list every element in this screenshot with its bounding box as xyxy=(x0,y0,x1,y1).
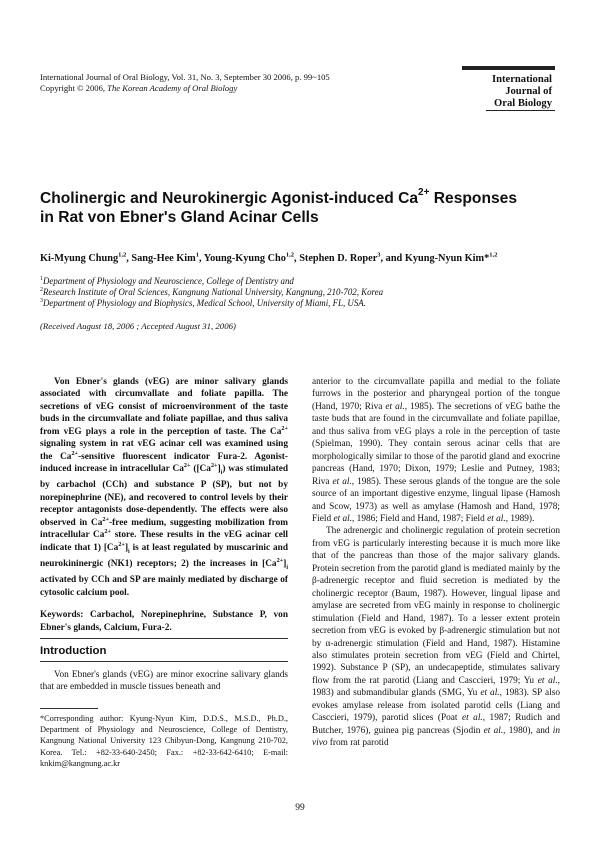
article-title xyxy=(40,186,560,227)
journal-citation-line1: International Journal of Oral Biology, Vol. 31, No. 3, September 30 2006, p. 99~105 xyxy=(40,72,330,82)
brand-line-3: Oral Biology xyxy=(494,98,552,109)
section-rule-bottom xyxy=(40,661,288,662)
author-affil-sup: 1 xyxy=(195,251,199,259)
copyright-line: Copyright © 2006, The Korean Academy of Oral Biology xyxy=(40,83,238,93)
footnote-rule xyxy=(40,708,98,709)
page-number: 99 xyxy=(295,803,305,813)
abstract-block xyxy=(40,376,288,634)
corresponding-author-footnote: *Corresponding author: Kyung-Nyun Kim, D.D.S., M.S.D., Ph.D., Department of Physiology and Neuroscience, College of Dentistry, Kangnung National University 123 Chibyun-Dong, Kangnung 210-702, Korea. Tel.: +82-33-640-2450; Fax.: +82-33-642-6410; E-mail: knkim@kangnung.ac.kr xyxy=(40,714,288,768)
keywords: Keywords: Carbachol, Norepinephrine, Substance P, von Ebner's glands, Calcium, Fura-2. xyxy=(40,610,288,633)
title-line1-end: Responses xyxy=(429,190,517,207)
author-affil-sup: 1,2 xyxy=(489,251,498,259)
journal-citation xyxy=(40,72,330,94)
affiliation-2 xyxy=(40,287,560,298)
affiliation-text: Department of Physiology and Neuroscience, College of Dentistry and xyxy=(43,276,294,286)
title-line1: Cholinergic and Neurokinergic Agonist-induced Ca xyxy=(40,190,419,207)
brand-line-1: International xyxy=(491,74,552,85)
affiliation-1 xyxy=(40,276,560,287)
author-affil-sup: 3 xyxy=(377,251,381,259)
brand-line-2: Journal of xyxy=(505,86,552,97)
title-line2: in Rat von Ebner's Gland Acinar Cells xyxy=(40,209,319,226)
author-name: Young-Kyung Cho xyxy=(203,253,286,264)
author-name: Ki-Myung Chung xyxy=(40,253,119,264)
affiliation-3 xyxy=(40,298,560,309)
author-affil-sup: 1,2 xyxy=(285,251,295,259)
body-paragraph-2: The adrenergic and cholinergic regulation of protein secretion from vEG is particularly interesting because it is much more like that of the pancreas than those of the major salivary glands. Protein secretion from the parotid gland is mediated mainly by the β-adrenergic receptor and fluid secretion is mediated by the cholinergic receptor (Baum, 1987). However, lingual lipase and amylase are secreted from vEG mainly in response to cholinergic stimulation (Field and Hand, 1987). To a lesser extent protein secretion from vEG is evoked by β-adrenergic stimulation but not by α-adrenergic stimulation (Field and Hand, 1987). Histamine also stimulates protein secretion from vEG (Field and Chirtel, 1992). Substance P (SP), an undecapeptide, stimulates salivary flow from the rat parotid (Liang and Casccieri, 1979; Yu et al., 1983) and submandibular glands (SMG, Yu et al., 1983). SP also evokes amylase release from isolated parotid cells (Liang and Casccieri, 1979), parotid slices (Poat et al., 1987; Rudich and Butcher, 1976), guinea pig pancreas (Sjodin et al., 1980), and in vivo from rat parotid xyxy=(312,526,560,749)
author-name: Sang-Hee Kim xyxy=(131,253,196,264)
intro-paragraph xyxy=(40,669,288,694)
body-paragraph-1: anterior to the circumvallate papilla and medial to the foliate furrows in the posterior and pharyngeal portion of the tongue (Hand, 1970; Riva et al., 1985). The secretions of vEG bathe the taste buds that are found in the circumvallate and foliate papillae, and thus saliva from vEG plays a role in the perception of taste (Spielman, 1990). They contain serous acinar cells that are morphologically similar to those of the parotid gland and exocrine pancreas (Hand, 1970; Dixon, 1979; Leslie and Putney, 1983; Riva et al., 1985). These serous glands of the tongue are the sole source of an important digestive enzyme, lingual lipase (Hamosh and Scow, 1973) as well as amylase (Hamosh and Hand, 1978; Field et al., 1986; Field and Hand, 1987; Field et al., 1989). xyxy=(312,377,561,524)
abstract-text: Von Ebner's glands (vEG) are minor salivary glands associated with circumvallate and foliate papilla. The secretions of vEG consist of microenvironment of the taste buds in the circumvallate and foliate papillae, and thus saliva from vEG plays a role in the perception of taste. The $Ca^{2+}$ signaling system in rat vEG acinar cell was examined using the $Ca^{2+}$-sensitive fluorescent indicator Fura-2. Agonist-induced increase in intracellular $Ca^{2+}$ $([Ca^{2+}]_i)$ was stimulated by carbachol (CCh) and substance P (SP), but not by norepinephrine (NE), and recovered to control levels by their receptor antagonists dose-dependently. The effects were also observed in $Ca^{2+}$-free medium, suggesting mobilization from intracellular $Ca^{2+}$ store. These results in the vEG acinar cell indicate that 1) $[Ca^{2+}]_i$ is at least regulated by muscarinic and neurokininergic (NK1) receptors; 2) the increases in $[Ca^{2+}]_i$ activated by CCh and SP are mainly mediated by discharge of cytosolic calcium pool. xyxy=(40,377,289,598)
received-dates: (Received August 18, 2006 ; Accepted August 31, 2006) xyxy=(40,321,236,331)
author-affil-sup: 1,2 xyxy=(118,251,127,259)
body-right-column xyxy=(312,376,560,750)
affiliation-number: 1 xyxy=(40,276,43,283)
journal-brand xyxy=(462,66,555,114)
intro-text: Von Ebner's glands (vEG) are minor exocrine salivary glands that are embedded in muscle tissues beneath and xyxy=(40,670,288,693)
section-rule-top xyxy=(40,638,288,639)
affiliation-text: Department of Physiology and Biophysics, Medical School, University of Miami, FL, USA. xyxy=(43,298,366,308)
affiliation-number: 3 xyxy=(40,298,43,305)
section-heading: Introduction xyxy=(40,645,107,657)
brand-rule xyxy=(486,110,555,111)
title-sup: 2+ xyxy=(418,186,430,198)
author-name: Stephen D. Roper xyxy=(299,253,378,264)
affiliation-number: 2 xyxy=(40,287,43,294)
affiliation-text: Research Institute of Oral Sciences, Kangnung National University, Kangnung, 210-702, Korea xyxy=(43,287,384,297)
author-list: Ki-Myung Chung$^{1,2}$, Sang-Hee Kim$^1$, Young-Kyung Cho$^{1,2}$, Stephen D. Roper$^3$, and Kyung-Nyun Kim*$^{1,2}$ xyxy=(40,251,498,264)
author-name: Kyung-Nyun Kim* xyxy=(404,253,490,264)
